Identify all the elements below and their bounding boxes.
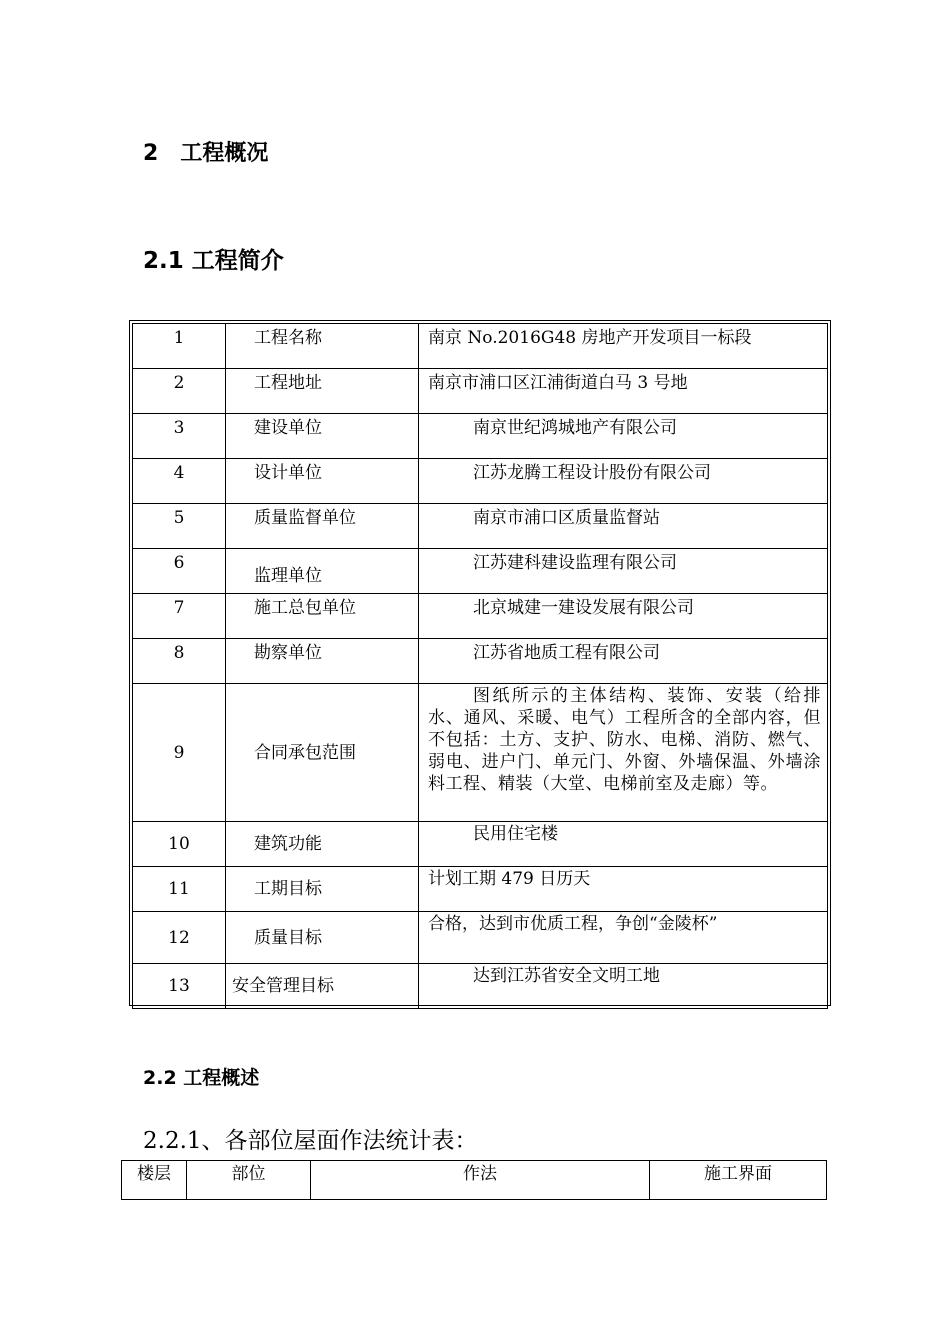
table-row	[133, 684, 828, 822]
column-header-floor: 楼层	[122, 1161, 187, 1200]
section-heading-2-2: 2.2 工程概述	[143, 1067, 260, 1089]
column-header-location: 部位	[187, 1161, 311, 1200]
table-row	[133, 459, 828, 504]
table-row	[133, 414, 828, 459]
row-value: 江苏龙腾工程设计股份有限公司	[419, 459, 828, 504]
chapter-title: 工程概况	[180, 141, 269, 166]
row-item: 质量目标	[226, 912, 419, 964]
chapter-number: 2	[143, 141, 159, 166]
row-number: 8	[133, 639, 226, 684]
row-value: 民用住宅楼	[419, 822, 828, 867]
roof-method-table	[121, 1160, 827, 1200]
row-value: 合格，达到市优质工程，争创“金陵杯”	[419, 912, 828, 964]
row-value: 南京市浦口区江浦街道白马 3 号地	[419, 369, 828, 414]
table-row	[133, 549, 828, 594]
table-row	[133, 822, 828, 867]
row-item: 工程名称	[226, 324, 419, 369]
row-number: 3	[133, 414, 226, 459]
table-row	[133, 867, 828, 912]
row-number: 11	[133, 867, 226, 912]
table-row	[133, 594, 828, 639]
section-heading-2-1: 2.1 工程简介	[143, 248, 284, 274]
row-item: 合同承包范围	[226, 684, 419, 822]
table-row	[133, 324, 828, 369]
row-number: 1	[133, 324, 226, 369]
row-number: 4	[133, 459, 226, 504]
table-row	[133, 964, 828, 1009]
row-item: 设计单位	[226, 459, 419, 504]
row-value: 江苏省地质工程有限公司	[419, 639, 828, 684]
table-row	[133, 912, 828, 964]
row-item: 建筑功能	[226, 822, 419, 867]
row-item: 质量监督单位	[226, 504, 419, 549]
row-value: 江苏建科建设监理有限公司	[419, 549, 828, 594]
row-value: 南京世纪鸿城地产有限公司	[419, 414, 828, 459]
row-number: 2	[133, 369, 226, 414]
row-item: 建设单位	[226, 414, 419, 459]
row-value: 达到江苏省安全文明工地	[419, 964, 828, 1009]
table-header-row	[122, 1161, 827, 1200]
row-value: 图纸所示的主体结构、装饰、安装（给排水、通风、采暖、电气）工程所含的全部内容，但不包括：土方、支护、防水、电梯、消防、燃气、弱电、进户门、单元门、外窗、外墙保温、外墙涂料工程、精装（大堂、电梯前室及走廊）等。	[428, 686, 821, 794]
row-item: 安全管理目标	[226, 964, 419, 1009]
row-value: 南京市浦口区质量监督站	[419, 504, 828, 549]
row-value: 南京 No.2016G48 房地产开发项目一标段	[419, 324, 828, 369]
row-value: 计划工期 479 日历天	[419, 867, 828, 912]
table-row	[133, 369, 828, 414]
column-header-method: 作法	[311, 1161, 650, 1200]
row-item: 工程地址	[226, 369, 419, 414]
column-header-interface: 施工界面	[650, 1161, 827, 1200]
subsection-heading-2-2-1: 2.2.1、各部位屋面作法统计表：	[143, 1128, 478, 1154]
row-item: 勘察单位	[226, 639, 419, 684]
table-row	[133, 639, 828, 684]
row-item: 监理单位	[226, 549, 419, 594]
row-number: 10	[133, 822, 226, 867]
project-overview-table	[129, 320, 831, 1006]
row-value-cell	[419, 684, 828, 822]
row-value: 北京城建一建设发展有限公司	[419, 594, 828, 639]
row-number: 12	[133, 912, 226, 964]
chapter-heading	[143, 136, 268, 167]
row-number: 9	[133, 684, 226, 822]
row-item: 施工总包单位	[226, 594, 419, 639]
row-number: 6	[133, 549, 226, 594]
table-row	[133, 504, 828, 549]
row-number: 5	[133, 504, 226, 549]
row-number: 7	[133, 594, 226, 639]
row-item: 工期目标	[226, 867, 419, 912]
row-number: 13	[133, 964, 226, 1009]
